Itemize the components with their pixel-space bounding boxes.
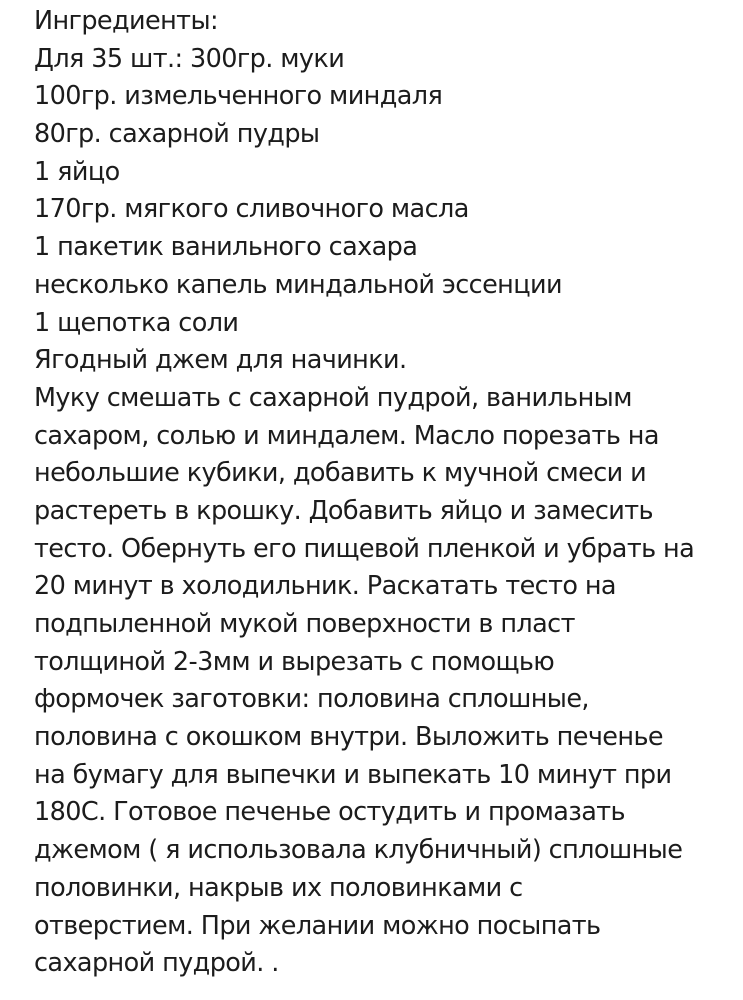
instruction-line: отверстием. При желании можно посыпать [34, 910, 601, 941]
instruction-line: подпыленной мукой поверхности в пласт [34, 609, 575, 639]
ingredient-line: 1 щепотка соли [34, 307, 239, 338]
instruction-line: растереть в крошку. Добавить яйцо и замесить [34, 495, 653, 526]
instruction-line: сахарной пудрой. . [34, 948, 279, 979]
instruction-line: на бумагу для выпечки и выпекать 10 минут при [34, 759, 672, 790]
ingredient-line: 1 пакетик ванильного сахара [34, 232, 418, 263]
instruction-line: 20 минут в холодильник. Раскатать тесто на [34, 571, 616, 602]
ingredient-line: несколько капель миндальной эссенции [34, 269, 562, 300]
instruction-line: половина с окошком внутри. Выложить печенье [34, 722, 663, 753]
instruction-line: половинки, накрыв их половинками с [34, 872, 523, 903]
ingredient-line: Для 35 шт.: 300гр. муки [34, 43, 345, 74]
instruction-line: тесто. Обернуть его пищевой пленкой и убрать на [34, 533, 695, 564]
instruction-line: джемом ( я использовала клубничный) сплошные [34, 835, 683, 866]
instruction-line: толщиной 2-3мм и вырезать с помощью [34, 646, 555, 677]
instruction-line: 180С. Готовое печенье остудить и промазать [34, 797, 625, 828]
ingredient-line: 170гр. мягкого сливочного масла [34, 194, 469, 225]
instruction-line: Муку смешать с сахарной пудрой, ванильным [34, 382, 632, 413]
instruction-line: сахаром, солью и миндалем. Масло порезать на [34, 420, 659, 451]
ingredient-line: 1 яйцо [34, 156, 120, 187]
ingredient-line: Ягодный джем для начинки. [34, 345, 407, 376]
recipe-note [34, 0, 734, 983]
instruction-line: небольшие кубики, добавить к мучной смеси и [34, 458, 647, 489]
ingredients-heading: Ингредиенты: [34, 6, 218, 36]
ingredient-line: 100гр. измельченного миндаля [34, 81, 443, 112]
instruction-line: формочек заготовки: половина сплошные, [34, 684, 589, 715]
ingredient-line: 80гр. сахарной пудры [34, 119, 320, 150]
